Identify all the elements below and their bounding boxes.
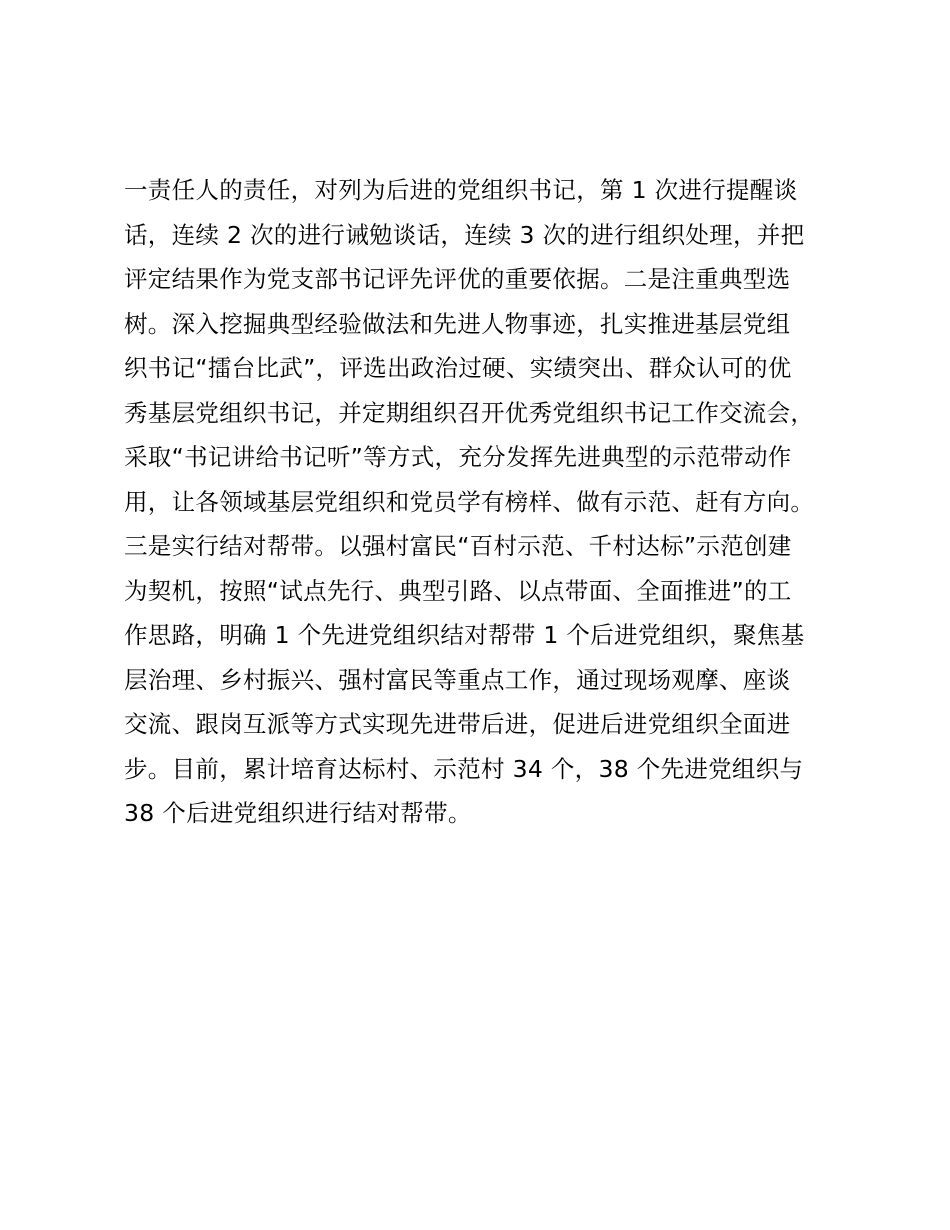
text-line: 层治理、乡村振兴、强村富民等重点工作，通过现场观摩、座谈 <box>124 665 791 694</box>
body-paragraph <box>124 168 844 836</box>
text-line: 三是实行结对帮带。以强村富民“百村示范、千村达标”示范创建 <box>124 532 792 560</box>
text-line: 话，连续 2 次的进行诫勉谈话，连续 3 次的进行组织处理，并把 <box>124 220 805 249</box>
text-line: 为契机，按照“试点先行、典型引路、以点带面、全面推进”的工 <box>124 576 792 605</box>
text-line: 评定结果作为党支部书记评先评优的重要依据。二是注重典型选 <box>124 265 791 293</box>
text-line: 一责任人的责任，对列为后进的党组织书记，第 1 次进行提醒谈 <box>124 176 798 204</box>
text-line: 交流、跟岗互派等方式实现先进带后进，促进后进党组织全面进 <box>124 710 791 738</box>
text-line: 树。深入挖掘典型经验做法和先进人物事迹，扎实推进基层党组 <box>124 309 791 338</box>
text-line: 用，让各领域基层党组织和党员学有榜样、做有示范、赶有方向。 <box>124 487 815 516</box>
text-line: 织书记“擂台比武”，评选出政治过硬、实绩突出、群众认可的优 <box>124 354 792 382</box>
text-line: 秀基层党组织书记，并定期组织召开优秀党组织书记工作交流会， <box>124 398 815 427</box>
text-line: 采取“书记讲给书记听”等方式，充分发挥先进典型的示范带动作 <box>124 443 792 471</box>
text-line: 作思路，明确 1 个先进党组织结对帮带 1 个后进党组织，聚焦基 <box>124 621 805 649</box>
text-line: 步。目前，累计培育达标村、示范村 34 个，38 个先进党组织与 <box>124 754 804 783</box>
text-line: 38 个后进党组织进行结对帮带。 <box>124 799 472 827</box>
